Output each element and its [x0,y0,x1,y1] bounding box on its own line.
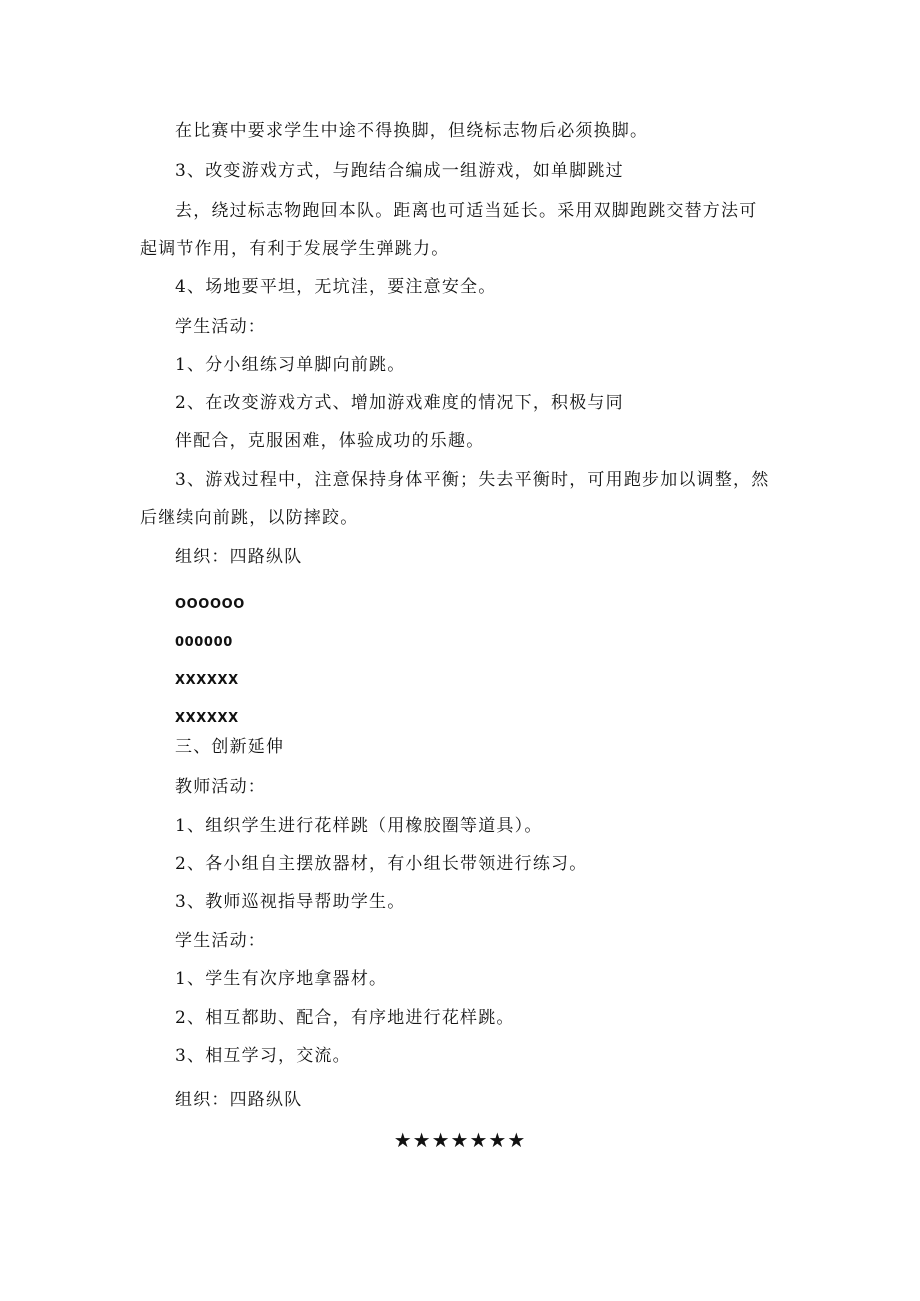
text-line-2: 3、改变游戏方式，与跑结合编成一组游戏，如单脚跳过 [175,161,624,181]
text-line-9: 伴配合，克服困难，体验成功的乐趣。 [175,431,485,451]
text-line-22: 学生活动： [175,931,266,951]
text-line-10: 3、游戏过程中，注意保持身体平衡；失去平衡时，可用跑步加以调整，然 [175,470,770,490]
text-line-1: 在比赛中要求学生中途不得换脚，但绕标志物后必须换脚。 [175,121,649,141]
formation-row-2: 000000 [175,635,233,650]
text-line-20: 2、各小组自主摆放器材，有小组长带领进行练习。 [175,854,588,874]
section-heading: 三、创新延伸 [175,737,285,757]
text-line-23: 1、学生有次序地拿器材。 [175,969,388,989]
star-divider: ★★★★★★★ [393,1128,527,1152]
text-line-6: 学生活动： [175,317,266,337]
text-line-11: 后继续向前跳，以防摔跤。 [140,508,359,528]
text-line-5: 4、场地要平坦，无坑洼，要注意安全。 [175,277,497,297]
text-line-8: 2、在改变游戏方式、增加游戏难度的情况下，积极与同 [175,393,624,413]
text-line-19: 1、组织学生进行花样跳（用橡胶圈等道具）。 [175,816,543,836]
text-line-12: 组织：四路纵队 [175,547,303,567]
text-line-25: 3、相互学习，交流。 [175,1046,351,1066]
text-line-18: 教师活动： [175,777,266,797]
formation-row-1: OOOOOO [175,597,245,612]
text-line-26: 组织：四路纵队 [175,1090,303,1110]
text-line-24: 2、相互都助、配合，有序地进行花样跳。 [175,1008,515,1028]
text-line-4: 起调节作用，有利于发展学生弹跳力。 [140,239,450,259]
text-line-21: 3、教师巡视指导帮助学生。 [175,892,406,912]
text-line-3: 去，绕过标志物跑回本队。距离也可适当延长。采用双脚跑跳交替方法可 [175,201,758,221]
text-line-7: 1、分小组练习单脚向前跳。 [175,355,406,375]
formation-row-4: XXXXXX [175,711,239,726]
formation-row-3: XXXXXX [175,673,239,688]
